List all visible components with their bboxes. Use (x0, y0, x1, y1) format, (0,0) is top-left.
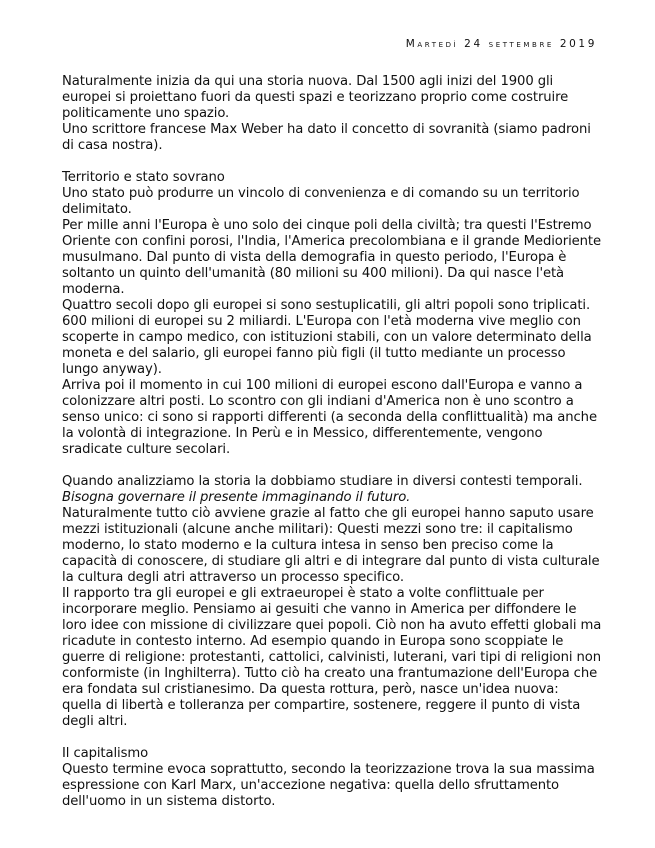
paragraph-spacer (62, 730, 602, 746)
document-body (62, 74, 602, 810)
paragraph-colonization: Arriva poi il momento in cui 100 milioni di europei escono dall'Europa e vanno a colonizzare altri posti. Lo scontro con gli indiani d'America non è uno scontro a senso unico: ci sono si rapporti differenti (a seconda della conflittualità) ma anche la volontà di integrazione. In Perù e in Messico, differentemente, vengono sradicate culture secolari. (62, 378, 597, 457)
paragraph-spacer (62, 458, 602, 474)
paragraph-italic-quote: Bisogna governare il presente immaginando il futuro. (62, 490, 411, 505)
page-date: Martedì 24 settembre 2019 (405, 38, 597, 50)
paragraph-intro: Naturalmente inizia da qui una storia nuova. Dal 1500 agli inizi del 1900 gli europei si proiettano fuori da questi spazi e teorizzano proprio come costruire politicamente uno spazio. (62, 74, 569, 121)
paragraph-spacer (62, 154, 602, 170)
paragraph-population: Quattro secoli dopo gli europei si sono sestuplicatili, gli altri popoli sono triplicati. 600 milioni di europei su 2 miliardi. L'Europa con l'età moderna vive meglio con scoperte in campo medico, con istituzioni stabili, con un valore determinato della moneta e del salario, gli europei fanno più figli (il tutto mediante un processo lungo anyway). (62, 298, 592, 377)
section-heading-capitalism: Il capitalismo (62, 746, 149, 761)
paragraph-temporal-contexts: Quando analizziamo la storia la dobbiamo studiare in diversi contesti temporali. (62, 474, 583, 489)
paragraph-capitalism: Questo termine evoca soprattutto, secondo la teorizzazione trova la sua massima espressione con Karl Marx, un'accezione negativa: quella dello sfruttamento dell'uomo in un sistema distorto. (62, 762, 595, 809)
paragraph-institutional-means: Naturalmente tutto ciò avviene grazie al fatto che gli europei hanno saputo usare mezzi istituzionali (alcune anche militari): Questi mezzi sono tre: il capitalismo moderno, lo stato moderno e la cultura intesa in senso ben preciso come la capacità di conoscere, di studiare gli altri e di integrare dal punto di vista culturale la cultura degli atri attraverso un processo specifico. (62, 506, 600, 585)
paragraph-state: Uno stato può produrre un vincolo di convenienza e di comando su un territorio delimitato. (62, 186, 580, 217)
paragraph-sovereignty: Uno scrittore francese Max Weber ha dato il concetto di sovranità (siamo padroni di casa nostra). (62, 122, 591, 153)
paragraph-europe-poles: Per mille anni l'Europa è uno solo dei cinque poli della civiltà; tra questi l'Estremo Oriente con confini porosi, l'India, l'America precolombiana e il grande Medioriente musulmano. Dal punto di vista della demografia in questo periodo, l'Europa è soltanto un quinto dell'umanità (80 milioni su 400 milioni). Da qui nasce l'età moderna. (62, 218, 601, 297)
paragraph-relations: Il rapporto tra gli europei e gli extraeuropei è stato a volte conflittuale per incorporare meglio. Pensiamo ai gesuiti che vanno in America per diffondere le loro idee con missione di civilizzare quei popoli. Ciò non ha avuto effetti globali ma ricadute in contesto interno. Ad esempio quando in Europa sono scoppiate le guerre di religione: protestanti, cattolici, calvinisti, luterani, vari tipi di religioni non conformiste (in Inghilterra). Tutto ciò ha creato una frantumazione dell'Europa che era fondata sul cristianesimo. Da questa rottura, però, nasce un'idea nuova: quella di libertà e tolleranza per compartire, sostenere, reggere il punto di vista degli altri. (62, 586, 602, 729)
section-heading-territory: Territorio e stato sovrano (62, 170, 225, 185)
